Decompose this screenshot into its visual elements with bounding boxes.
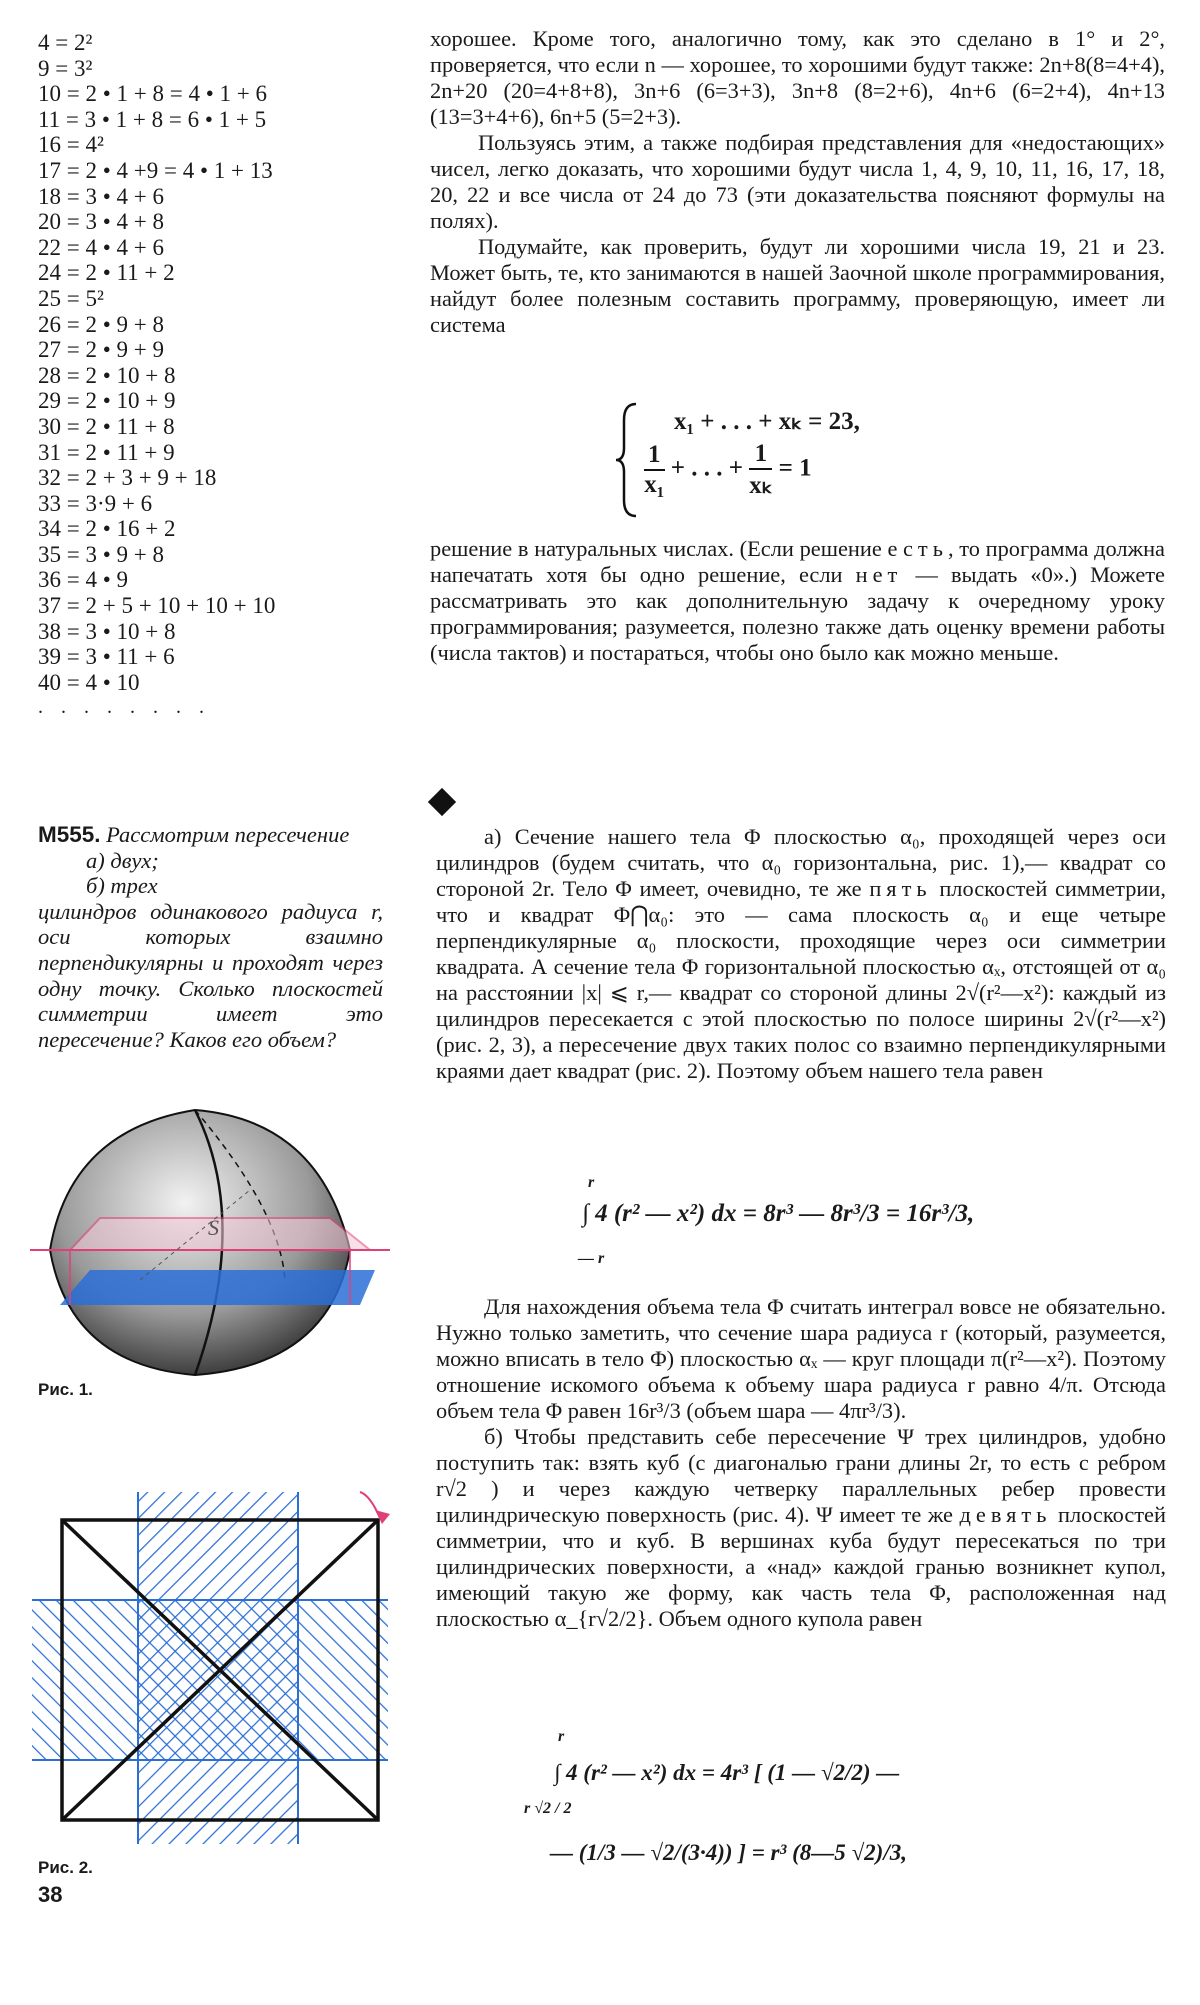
fraction-numerator: 1 — [749, 440, 772, 470]
equation-line: 4 = 2² — [38, 30, 93, 55]
p4-spaced-est: есть — [887, 536, 948, 561]
paragraph-1: хорошее. Кроме того, аналогично тому, как это сделано в 1° и 2°, проверяется, что если n — хорошее, то хорошими будут также: 2n+8(8=4+4), 2n+20 (20=4+8+8), 3n+6 (6=3+3), 3n+8 (8=2+6), 4n+6 (6=2+4), 4n+13 (13=3+4+6), 6n+5 (5=2+3). — [430, 26, 1165, 129]
equation-line: 31 = 2 • 11 + 9 — [38, 439, 175, 465]
problem-item-b: б) трех — [86, 873, 158, 899]
equation-line: 34 = 2 • 16 + 2 — [38, 516, 176, 542]
solution-part-a — [436, 824, 1166, 1084]
integral-2-upper: r — [558, 1728, 565, 1745]
equation-line: 29 = 2 • 10 + 9 — [38, 388, 176, 414]
equation-line: 38 = 3 • 10 + 8 — [38, 618, 176, 644]
solution-part-a-2 — [436, 1294, 1166, 1632]
problem-number: М555. — [38, 822, 101, 847]
right-top-text-2 — [430, 536, 1165, 666]
diamond-icon — [428, 788, 456, 816]
p4-spaced-net: нет — [855, 562, 903, 587]
integral-2-line-2: — (1/3 — √2/(3·4)) ] = r³ (8—5 √2)/3, — [550, 1840, 907, 1865]
p4-part-a: решение в натуральных числах. (Если решение — [430, 536, 888, 561]
equation-line: 40 = 4 • 10 — [38, 669, 140, 695]
solution-b1-text: б) Чтобы представить себе пересечение Ψ трех цилиндров, удобно поступить так: взять куб (с диагональю грани длины 2r, то есть с ребром r√2 ) и через каждую четверку параллельных ребер провести цилиндрическую поверхность (рис. 4). Ψ имеет те же — [436, 1424, 1166, 1527]
equation-line: 37 = 2 + 5 + 10 + 10 + 10 — [38, 593, 276, 619]
figure-1-label: S — [208, 1215, 219, 1240]
integral-1-body: ∫ 4 (r² — x²) dx = 8r³ — 8r³/3 = 16r³/3, — [582, 1200, 975, 1227]
equation-line: 33 = 3·9 + 6 — [38, 490, 153, 516]
equation-line: 36 = 4 • 9 — [38, 567, 129, 593]
integral-1 — [578, 1174, 1098, 1278]
integral-2 — [520, 1728, 1160, 1888]
equation-line: 25 = 5² — [38, 285, 104, 311]
blue-section — [60, 1270, 375, 1305]
equation-line: 39 = 3 • 11 + 6 — [38, 644, 175, 670]
right-top-text — [430, 26, 1165, 338]
solution-b — [436, 1424, 1166, 1632]
solution-b2-text: плоскостей симметрии, что и куб. В вершинах куба будут пересекаться по три цилиндрических поверхности, а «над» каждой гранью возникнет купол, имеющий такую же форму, как часть тела Φ, расположенная над плоскостью α_{r√2/2}. Объем одного купола равен — [436, 1502, 1166, 1631]
p4-part-b: , то программа должна напечатать хотя бы одно решение, если — [430, 536, 1165, 587]
integral-1-upper: r — [588, 1174, 595, 1191]
integral-2-lower: r √2 / 2 — [524, 1800, 572, 1817]
fraction-numerator: 1 — [644, 441, 665, 471]
pink-arrow-icon — [360, 1492, 380, 1518]
equation-line: 26 = 2 • 9 + 8 — [38, 311, 164, 337]
continuation-dots: ........ — [38, 696, 222, 719]
equation-list — [38, 30, 418, 721]
problem-text-2: цилиндров одинакового радиуса r, оси которых взаимно перпендикулярны и проходят через одну точку. Сколько плоскостей симметрии имеет это пересечение? Каков его объем? — [38, 898, 383, 1052]
fraction-denominator: xₖ — [749, 472, 773, 499]
fraction-denominator: x₁ — [644, 471, 665, 498]
problem-m555 — [38, 822, 383, 1052]
problem-text-1: Рассмотрим пересечение — [106, 822, 350, 847]
solution-a2-text: плоскостей симметрии, что и квадрат Φ⋂α₀: это — сама плоскость α₀ и еще четыре перпендикулярные α₀ плоскости, проходящие через оси симметрии квадрата. А сечение тела Φ горизонтальной плоскостью αₓ, отстоящей от α₀ на расстоянии |x| ⩽ r,— квадрат со стороной длины 2√(r²—x²): каждый из цилиндров пересекается с этой плоскостью по полосе ширины 2√(r²—x²) (рис. 2, 3), а пересечение двух таких полос со взаимно перпендикулярными краями дает квадрат (рис. 2). Поэтому объем нашего тела равен — [436, 876, 1166, 1083]
equation-line: 28 = 2 • 10 + 8 — [38, 362, 176, 388]
page-number: 38 — [38, 1882, 63, 1907]
equation-line: 32 = 2 + 3 + 9 + 18 — [38, 465, 217, 491]
equation-line: 18 = 3 • 4 + 6 — [38, 183, 164, 209]
solution-b-intro: Для нахождения объема тела Φ считать интеграл вовсе не обязательно. Нужно только заметить, что сечение шара радиуса r (который, разумеется, можно вписать в тело Φ) плоскостью αₓ — круг площади π(r²—x²). Поэтому отношение искомого объема к объему шара радиуса r равно 4/π. Отсюда объем тела Φ равен 16r³/3 (объем шара — 4πr³/3). — [436, 1294, 1166, 1423]
equation-line: 20 = 3 • 4 + 8 — [38, 209, 164, 235]
system-line-2 — [644, 440, 812, 500]
figure-1-bicylinder — [30, 1100, 390, 1380]
spaced-five: пять — [869, 876, 932, 901]
equation-line: 9 = 3² — [38, 55, 93, 81]
equation-line: 27 = 2 • 9 + 9 — [38, 337, 164, 363]
brace-icon — [614, 400, 644, 520]
figure-2-caption: Рис. 2. — [38, 1858, 93, 1877]
p4-part-c: — выдать «0».) Можете рассматривать это как дополнительную задачу к очередному уроку программирования; разумеется, полезно также дать оценку времени работы (числа тактов) и постараться, чтобы оно было как можно меньше. — [430, 562, 1165, 665]
paragraph-2: Пользуясь этим, а также подбирая представления для «недостающих» чисел, легко доказать, что хорошими будут числа 1, 4, 9, 10, 11, 16, 17, 18, 20, 22 и все числа от 24 до 73 (эти доказательства поясняют формулы на полях). — [430, 130, 1165, 233]
equation-line: 22 = 4 • 4 + 6 — [38, 234, 164, 260]
system-line-1: x₁ + . . . + xₖ = 23, — [674, 408, 860, 435]
spaced-nine: девять — [959, 1502, 1052, 1527]
solution-a1 — [436, 824, 1166, 1084]
pink-section — [70, 1218, 370, 1250]
solution-a1-text: а) Сечение нашего тела Φ плоскостью α₀, проходящей через оси цилиндров (будем считать, что α₀ горизонтальна, рис. 1),— квадрат со стороной 2r. Тело Φ имеет, очевидно, те же — [436, 824, 1166, 901]
equation-line: 10 = 2 • 1 + 8 = 4 • 1 + 6 — [38, 81, 267, 107]
equation-line: 17 = 2 • 4 +9 = 4 • 1 + 13 — [38, 157, 273, 183]
problem-item-a: а) двух; — [86, 847, 159, 873]
figure-1-caption: Рис. 1. — [38, 1380, 93, 1399]
equation-system — [614, 400, 944, 520]
system-rhs: = 1 — [778, 454, 812, 482]
paragraph-4 — [430, 536, 1165, 666]
equation-line: 24 = 2 • 11 + 2 — [38, 260, 175, 286]
equation-line: 11 = 3 • 1 + 8 = 6 • 1 + 5 — [38, 106, 267, 132]
equation-line: 16 = 4² — [38, 132, 104, 158]
figure-2-square-strips — [30, 1490, 390, 1850]
integral-1-lower: — r — [578, 1250, 605, 1267]
equation-line: 35 = 3 • 9 + 8 — [38, 541, 164, 567]
paragraph-3: Подумайте, как проверить, будут ли хорошими числа 19, 21 и 23. Может быть, те, кто занимаются в нашей Заочной школе программирования, найдут более полезным составить программу, проверяющую, имеет ли система — [430, 234, 1165, 337]
ellipsis-sum: + . . . + — [670, 454, 743, 482]
integral-2-line-1: ∫ 4 (r² — x²) dx = 4r³ [ (1 — √2/2) — — [554, 1760, 900, 1785]
equation-line: 30 = 2 • 11 + 8 — [38, 413, 175, 439]
